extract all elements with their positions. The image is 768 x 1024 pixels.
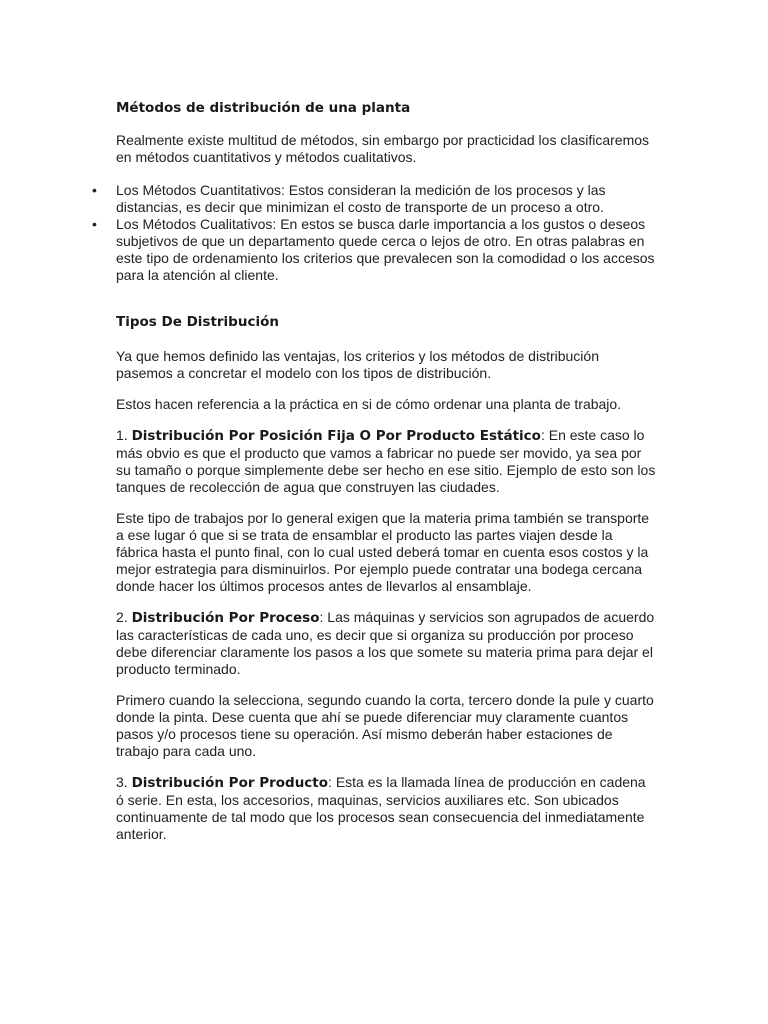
item-1-title: Distribución Por Posición Fija O Por Producto Estático [131, 428, 541, 444]
bullet-text-cualitativos: Los Métodos Cualitativos: En estos se busca darle importancia a los gustos o deseos subjetivos de que un departamento quede cerca o lejos de otro. En otras palabras en este tipo de ordenamiento los criterios que prevalecen son la comodidad o los accesos para la atención al cliente. [116, 216, 655, 283]
item-3-number: 3. [116, 774, 132, 790]
bullet-item-cualitativos [92, 216, 656, 284]
paragraph-materia-prima: Este tipo de trabajos por lo general exigen que la materia prima también se transporte a ese lugar ó que si se trata de ensamblar el producto las partes viajen desde la fábrica hasta el punto final, con lo cual usted deberá tomar en cuenta esos costos y la mejor estrategia para disminuirlos. Por ejemplo puede contratar una bodega cercana donde hacer los últimos procesos antes de llevarlos al ensamblaje. [116, 510, 650, 594]
item-1-number: 1. [116, 427, 132, 443]
item-3-text: : Esta es la llamada línea de producción en cadena ó serie. En esta, los accesorios, maquinas, servicios auxiliares etc. Son ubicados continuamente de tal modo que los procesos sean consecuencia del inmediatamente anterior. [116, 774, 646, 842]
paragraph-tipos-intro: Ya que hemos definido las ventajas, los criterios y los métodos de distribución pasemos a concretar el modelo con los tipos de distribución. [116, 348, 599, 381]
section-heading-metodos: Métodos de distribución de una planta [116, 100, 411, 116]
bullet-text-cuantitativos: Los Métodos Cuantitativos: Estos consideran la medición de los procesos y las distancias, es decir que minimizan el costo de transporte de un proceso a otro. [116, 182, 606, 215]
bullet-dot-icon: • [92, 182, 97, 198]
item-2-text: : Las máquinas y servicios son agrupados de acuerdo las características de cada uno, es decir que si organiza su producción por proceso debe diferenciar claramente los pasos a los que somete su materia prima para dejar el producto terminado. [116, 609, 655, 677]
paragraph-item-1 [116, 427, 656, 496]
bullet-item-cuantitativos [92, 182, 656, 216]
item-2-number: 2. [116, 609, 132, 625]
paragraph-pasos: Primero cuando la selecciona, segundo cuando la corta, tercero donde la pule y cuarto donde la pinta. Dese cuenta que ahí se puede diferenciar muy claramente cuantos pasos y/o procesos tiene su operación. Así mismo deberán haber estaciones de trabajo para cada uno. [116, 692, 654, 759]
bullet-list-metodos [92, 182, 656, 284]
paragraph-practica: Estos hacen referencia a la práctica en si de cómo ordenar una planta de trabajo. [116, 396, 622, 412]
document-page [92, 100, 656, 843]
item-3-title: Distribución Por Producto [131, 775, 329, 791]
section-heading-tipos: Tipos De Distribución [116, 314, 279, 330]
item-2-title: Distribución Por Proceso [131, 610, 320, 626]
paragraph-item-3 [116, 774, 656, 843]
item-1-text: : En este caso lo más obvio es que el producto que vamos a fabricar no puede ser movido, ya sea por su tamaño o porque simplemente debe ser hecho en ese sitio. Ejemplo de esto son los tanques de recolección de agua que construyen las ciudades. [116, 427, 656, 495]
paragraph-item-2 [116, 609, 656, 678]
bullet-dot-icon: • [92, 216, 97, 232]
paragraph-intro: Realmente existe multitud de métodos, sin embargo por practicidad los clasificaremos en métodos cuantitativos y métodos cualitativos. [116, 132, 650, 165]
